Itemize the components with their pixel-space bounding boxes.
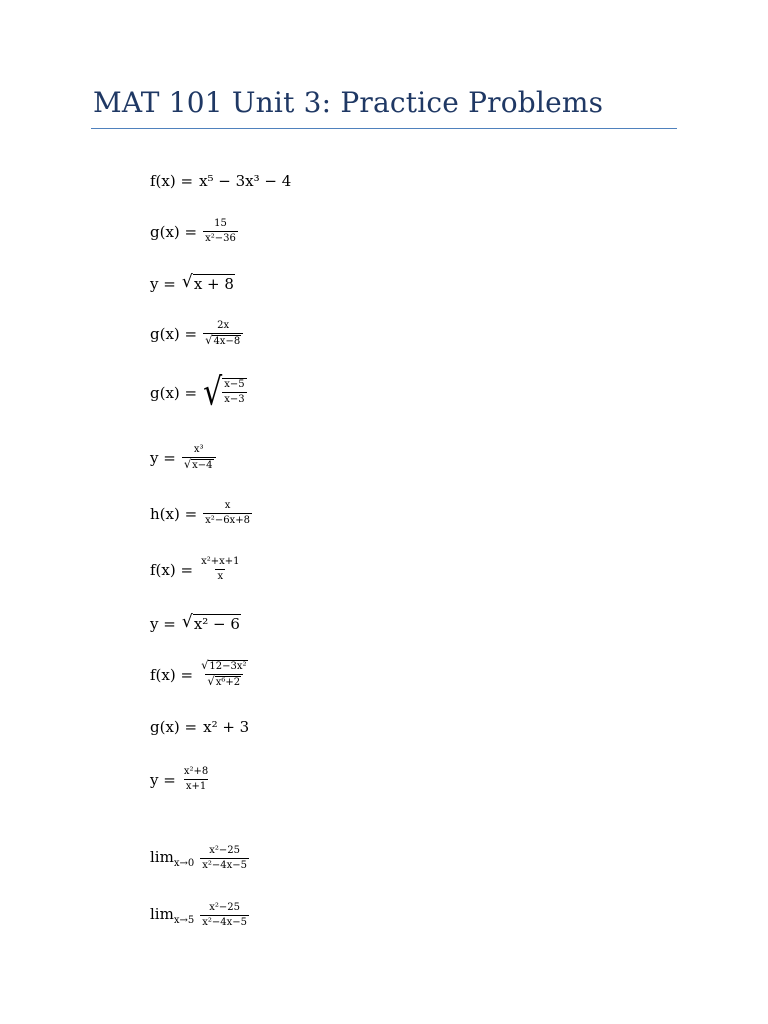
problem-lhs: f(x) = [150, 665, 194, 684]
denominator: x²−4x−5 [202, 860, 247, 871]
problem-7 [150, 500, 252, 527]
numerator: 2x [217, 320, 230, 331]
fraction [200, 902, 249, 929]
radicand: x + 8 [193, 275, 234, 293]
limit-operator: $\lim_{x\to 0}$ [150, 848, 195, 869]
limit-problem-1 [150, 845, 249, 872]
denominator [203, 333, 243, 348]
problem-3 [150, 274, 235, 293]
numerator: x²+8 [183, 766, 209, 777]
problem-4 [150, 320, 243, 348]
limit-subscript: x→5 [173, 915, 195, 926]
denominator: x²−6x+8 [205, 515, 250, 526]
fraction [203, 218, 238, 245]
denominator: x²−36 [205, 233, 236, 244]
problem-lhs: g(x) = [150, 325, 198, 343]
square-root [182, 614, 241, 633]
fraction [200, 845, 249, 872]
numerator: x−5 [224, 379, 245, 390]
limit-operator: $\lim_{x\to 5}$ [150, 905, 195, 926]
radical-sign: √ [181, 272, 193, 292]
fraction [222, 379, 246, 406]
radical-sign: √ [203, 370, 223, 415]
radicand: x−4 [192, 460, 213, 471]
numerator [199, 660, 249, 674]
square-root [184, 459, 214, 472]
radical-sign: √ [205, 333, 213, 347]
problem-lhs: y = [150, 614, 176, 633]
radical-sign: √ [201, 658, 209, 672]
square-root [203, 370, 247, 415]
numerator: 15 [214, 218, 227, 229]
fraction [203, 320, 243, 348]
radicand: x⁶+2 [215, 677, 241, 688]
numerator: x²−25 [209, 845, 240, 856]
numerator: x²−25 [209, 902, 240, 913]
numerator: x [224, 500, 231, 511]
radicand: x² − 6 [193, 615, 240, 633]
problem-expression: x⁵ − 3x³ − 4 [199, 172, 292, 190]
radical-sign: √ [207, 674, 215, 688]
problem-lhs: f(x) = [150, 172, 194, 190]
fraction [182, 766, 210, 793]
problem-12 [150, 766, 210, 793]
problem-lhs: f(x) = [150, 560, 194, 579]
radicand: 4x−8 [213, 336, 241, 347]
numerator: x³ [193, 444, 204, 455]
radical-sign: √ [183, 457, 192, 471]
square-root [207, 676, 241, 689]
problem-2 [150, 218, 238, 245]
problem-10 [150, 660, 250, 689]
problem-lhs: g(x) = [150, 222, 198, 241]
problem-lhs: g(x) = [150, 384, 198, 402]
numerator: x²+x+1 [201, 556, 240, 567]
problem-lhs: y = [150, 274, 176, 293]
limit-subscript: x→0 [173, 858, 195, 869]
problem-5 [150, 370, 247, 415]
denominator: x+1 [185, 781, 207, 792]
square-root [182, 274, 235, 293]
fraction [199, 660, 249, 689]
fraction [199, 556, 241, 583]
square-root [205, 335, 241, 348]
problem-lhs: y = [150, 449, 176, 467]
denominator [182, 457, 216, 472]
fraction [203, 500, 252, 527]
radicand: 12−3x² [209, 661, 247, 672]
limit-problem-2 [150, 902, 249, 929]
page-title: MAT 101 Unit 3: Practice Problems [93, 86, 604, 119]
square-root [201, 660, 247, 673]
radicand [222, 378, 246, 408]
problem-lhs: g(x) = [150, 718, 198, 736]
problem-6 [150, 444, 216, 472]
radical-sign: √ [181, 612, 193, 632]
title-underline [91, 128, 677, 129]
denominator: x [217, 571, 224, 582]
problem-lhs: h(x) = [150, 504, 198, 523]
problem-expression: x² + 3 [203, 718, 250, 736]
denominator [205, 674, 243, 689]
problem-8 [150, 556, 241, 583]
denominator: x−3 [224, 394, 245, 405]
fraction [182, 444, 216, 472]
problem-9 [150, 614, 241, 633]
denominator: x²−4x−5 [202, 917, 247, 928]
problem-11 [150, 718, 249, 736]
problem-1 [150, 172, 291, 190]
problem-lhs: y = [150, 770, 176, 789]
